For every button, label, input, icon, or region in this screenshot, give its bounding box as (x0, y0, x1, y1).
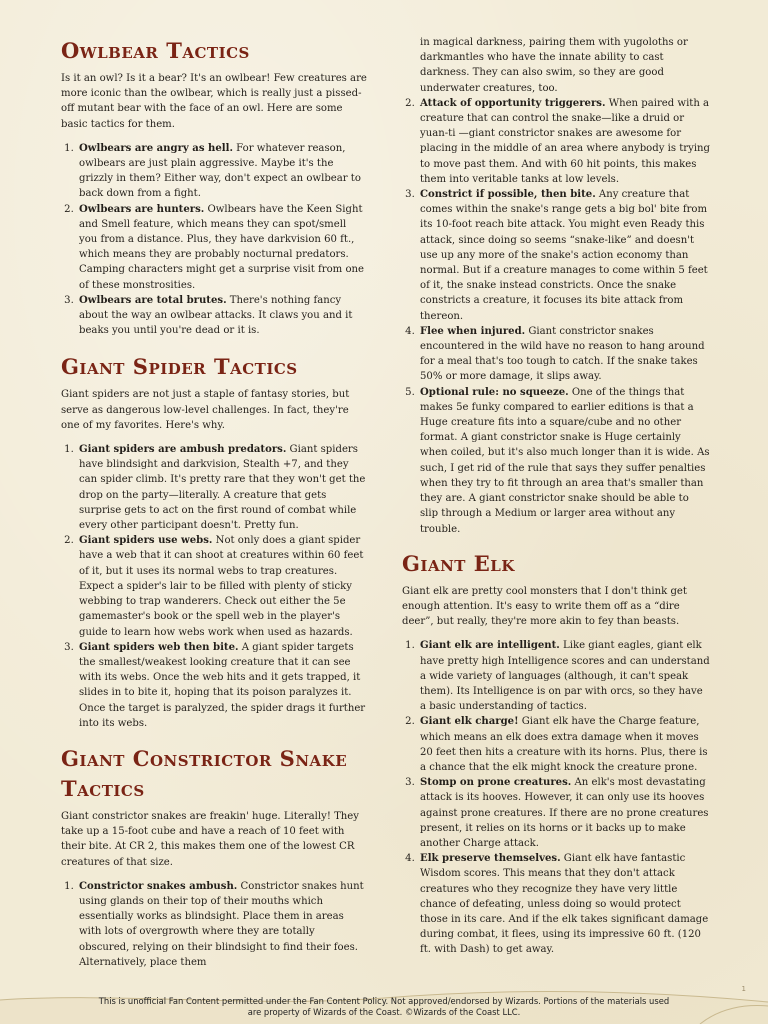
list-item (418, 714, 710, 775)
item-text: Giant constrictor snakes encountered in the wild have no reason to hang around for a meal that's too tough to catch. If the snake takes 50% or more damage, it slips away. (420, 325, 705, 383)
list-item (418, 638, 710, 714)
item-text: One of the things that makes 5e funky compared to earlier editions is that a Huge creature fits into a square/cube and no other format. A giant constrictor snake is Huge certainly when coiled, but it's also much longer than it is wide. As such, I get rid of the rule that says they suffer penalties when they try to fit through an area that's smaller than they are. A giant constrictor snake should be able to slip through a Medium or larger area without any trouble. (420, 386, 710, 535)
list-item (77, 141, 367, 202)
item-text: A giant spider targets the smallest/weakest looking creature that it can see with its webs. Once the web hits and it gets trapped, it slides in to bite it, hoping that its poison paralyzes it. Once the target is paralyzed, the spider drags it further into its webs. (79, 641, 366, 729)
snake-list (61, 879, 367, 970)
item-lead: Giant spiders use webs. (79, 535, 213, 547)
elk-list (402, 638, 710, 957)
list-item (418, 324, 710, 385)
item-lead: Giant elk are intelligent. (420, 640, 560, 652)
snake-intro: Giant constrictor snakes are freakin' huge. Literally! They take up a 15-foot cube and have a reach of 10 feet with their bite. At CR 2, this makes them one of the lowest CR creatures of that size. (61, 810, 359, 868)
list-item (77, 533, 367, 639)
spider-list (61, 442, 367, 731)
item-lead: Owlbears are angry as hell. (79, 142, 233, 154)
list-item (77, 640, 367, 731)
spider-intro: Giant spiders are not just a staple of fantasy stories, but serve as dangerous low-level challenges. In fact, they're one of my favorites. Here's why. (61, 389, 350, 431)
item-text: For whatever reason, owlbears are just plain aggressive. Maybe it's the grizzly in them? Either way, don't expect an owlbear to back down from a fight. (79, 142, 361, 200)
elk-heading: Giant Elk (402, 550, 515, 576)
list-item (418, 96, 710, 187)
item-text: Owlbears have the Keen Sight and Smell feature, which means they can spot/smell you from a distance. Plus, they have darkvision 60 ft., which means they are probably nocturnal predators. Camping characters might get a surprise visit from one of these monstrosities. (79, 203, 364, 291)
item-text: There's nothing fancy about the way an owlbear attacks. It claws you and it beaks you until you're dead or it is. (79, 294, 353, 337)
item-text: Constrictor snakes hunt using glands on their top of their mouths which essentially works as blindsight. Place them in areas with lots of overgrowth where they are totally obscured, relying on their blindsight to find their foes. Alternatively, place them (79, 880, 364, 968)
item-text: Not only does a giant spider have a web that it can shoot at creatures within 60 feet of it, but it uses its normal webs to trap creatures. Expect a spider's lair to be filled with plenty of sticky webbing to trap wanderers. Check out either the 5e gamemaster's book or the spell web in the player's guide to learn how webs work when used as hazards. (79, 535, 364, 638)
list-item (77, 442, 367, 533)
item-lead: Attack of opportunity triggerers. (420, 97, 606, 109)
item-lead: Giant spiders are ambush predators. (79, 444, 287, 456)
right-column (402, 35, 710, 958)
item-lead: Giant elk charge! (420, 716, 519, 728)
spider-section (61, 352, 367, 730)
item-lead: Constrict if possible, then bite. (420, 189, 596, 201)
footer-line-1: This is unofficial Fan Content permitted under the Fan Content Policy. Not approved/endorsed by Wizards. Portions of the materials used (98, 996, 670, 1006)
legal-footer (0, 996, 768, 1017)
item-text: Any creature that comes within the snake's range gets a big bol' bite from its 10-foot reach bite attack. You might even Ready this attack, since doing so seems “snake-like” and doesn't use up any more of the snake's action economy than normal. But if a creature manages to come within 5 feet of it, the snake instead constricts. Once the snake constricts a creature, it focuses its bite attack from thereon. (420, 189, 708, 322)
spider-heading: Giant Spider Tactics (61, 354, 298, 380)
owlbear-section (61, 36, 367, 338)
owlbear-list (61, 141, 367, 339)
owlbear-intro: Is it an owl? Is it a bear? It's an owlbear! Few creatures are more iconic than the owlbear, which is really just a pissed-off mutant bear with the face of an owl. Here are some basic tactics for them. (61, 73, 367, 130)
list-item (418, 775, 710, 851)
snake-heading: Giant Constrictor Snake Tactics (61, 745, 348, 801)
elk-section (402, 549, 710, 958)
page-number: 1 (741, 985, 746, 993)
item-text: Giant spiders have blindsight and darkvision, Stealth +7, and they can spider climb. It's pretty rare that they won't get the drop on the party—literally. A creature that gets surprise gets to act on the first round of combat while every other participant doesn't. Pretty fun. (79, 444, 366, 532)
item-lead: Elk preserve themselves. (420, 853, 561, 865)
item-lead: Constrictor snakes ambush. (79, 880, 238, 892)
item-lead: Giant spiders web then bite. (79, 641, 239, 653)
left-column (61, 36, 367, 970)
snake-continued-text: in magical darkness, pairing them with yugoloths or darkmantles who have the innate ability to cast darkness. They can also swim, so they are good underwater creatures, too. (420, 37, 688, 94)
elk-intro: Giant elk are pretty cool monsters that I don't think get enough attention. It's easy to write them off as a “dire deer”, but really, they're more akin to fey than beasts. (402, 585, 687, 628)
item-lead: Owlbears are hunters. (79, 203, 205, 215)
item-text: Giant elk have the Charge feature, which means an elk does extra damage when it moves 20 feet then hits a creature with its horns. Plus, there is a chance that the elk might knock the creature prone. (420, 716, 708, 773)
list-item (77, 202, 367, 293)
item-text: When paired with a creature that can control the snake—like a druid or yuan-ti —giant constrictor snakes are awesome for placing in the middle of an area where anybody is trying to move past them. And with 60 hit points, this makes them into veritable tanks at low levels. (420, 97, 711, 185)
list-item (77, 293, 367, 339)
footer-line-2: are property of Wizards of the Coast. ©Wizards of the Coast LLC. (247, 1006, 521, 1017)
item-text: Giant elk have fantastic Wisdom scores. This means that they don't attack creatures who they recognize they have very little chance of defeating, unless doing so would protect those in its care. And if the elk takes significant damage during combat, it flees, using its impressive 60 ft. (120 ft. with Dash) to get away. (420, 853, 709, 956)
owlbear-heading: Owlbear Tactics (61, 38, 250, 63)
item-lead: Optional rule: no squeeze. (420, 386, 569, 398)
snake-list-continued (402, 96, 710, 537)
snake-section (61, 744, 367, 970)
list-item (418, 187, 710, 324)
list-item (418, 851, 710, 957)
item-text: Like giant eagles, giant elk have pretty high Intelligence scores and can understand a wide variety of languages (although, it can't speak them). Its Intelligence is on par with orcs, so they have a basic understanding of tactics. (420, 640, 710, 713)
item-lead: Owlbears are total brutes. (79, 294, 227, 306)
list-item (77, 879, 367, 970)
item-lead: Stomp on prone creatures. (420, 777, 572, 789)
list-item (418, 385, 710, 537)
item-text: An elk's most devastating attack is its hooves. However, it can only use its hooves against prone creatures. If there are no prone creatures present, it relies on its horns or it backs up to make another Charge attack. (420, 777, 709, 849)
item-lead: Flee when injured. (420, 325, 526, 337)
